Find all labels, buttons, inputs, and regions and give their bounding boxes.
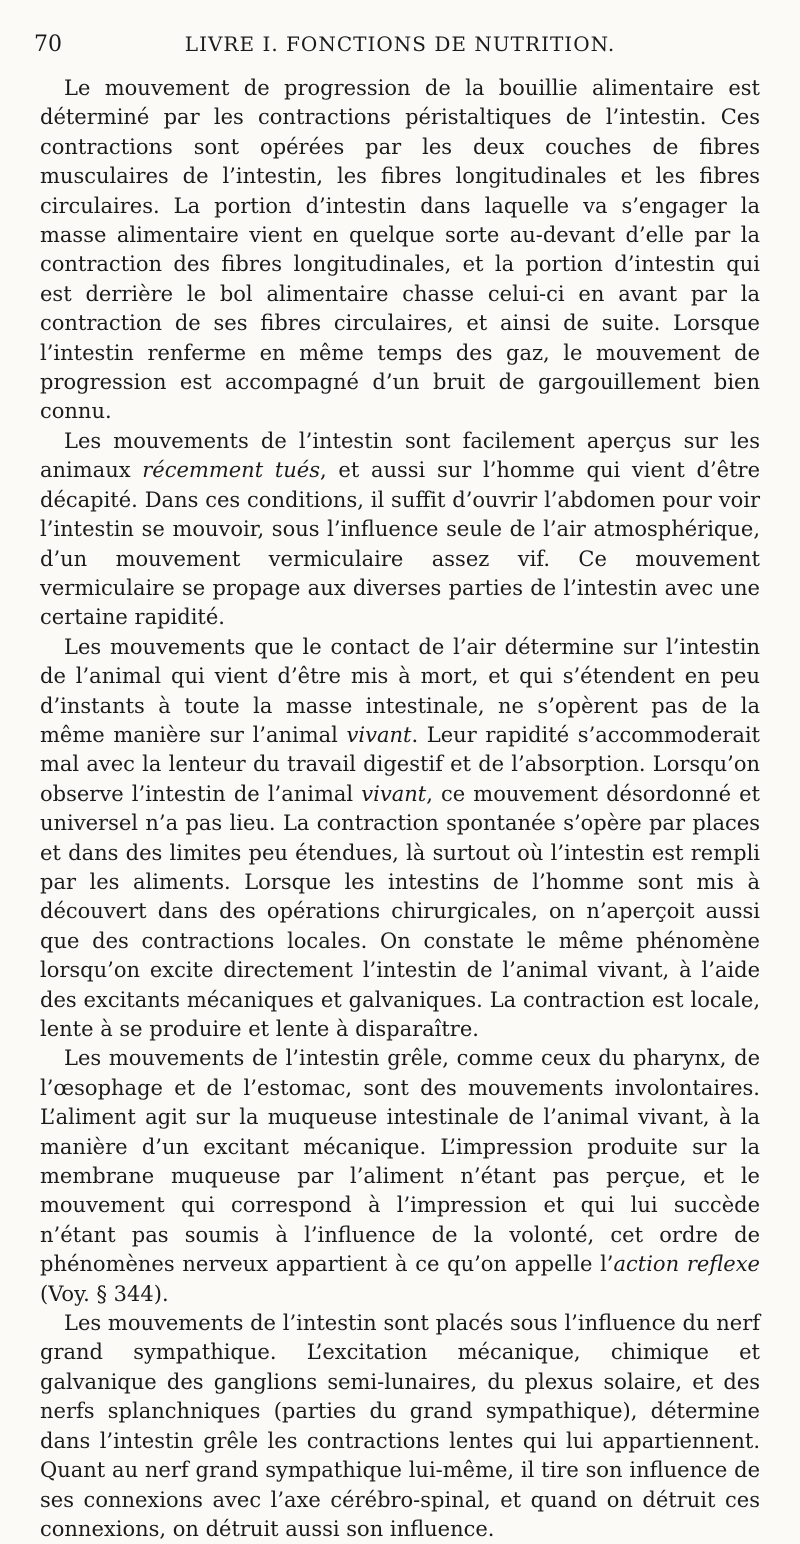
paragraph-4-text-b: (Voy. § 344). — [40, 1281, 169, 1306]
paragraph-3-italic-a: vivant — [346, 722, 412, 747]
paragraph-3-text-c: , ce mouvement désordonné et universel n’a pas lieu. La contraction spontanée s’opère par places et dans des limites peu étendues, là surtout où l’intestin est rempli par les aliments. Lorsque les intestins de l’homme sont mis à découvert dans des opérations chirurgicales, on n’aperçoit aussi que des contractions locales. On constate le même phénomène lorsqu’on excite directement l’intestin de l’animal vivant, à l’aide des excitants mécaniques et galvaniques. La contraction est locale, lente à se produire et lente à disparaître. — [40, 781, 760, 1041]
paragraph-3-text-b: . Leur rapidité s’accommoderait mal avec la lenteur du travail digestif et de l’absorption. Lorsqu’on observe l’intestin de l’animal — [40, 722, 760, 806]
page-number: 70 — [34, 32, 62, 57]
paragraph-4 — [40, 1044, 760, 1309]
paragraph-4-text-a: Les mouvements de l’intestin grêle, comme ceux du pharynx, de l’œsophage et de l’estomac, sont des mouvements involontaires. L’aliment agit sur la muqueuse intestinale de l’animal vivant, à la manière d’un excitant mécanique. L’impression produite sur la membrane muqueuse par l’aliment n’étant pas perçue, et le mouvement qui correspond à l’impression et qui lui succède n’étant pas soumis à l’influence de la volonté, cet ordre de phénomènes nerveux appartient à ce qu’on appelle l’ — [40, 1046, 760, 1277]
paragraph-2-text-a: Les mouvements de l’intestin sont facilement aperçus sur les animaux — [40, 428, 760, 483]
paragraph-2-text-b: , et aussi sur l’homme qui vient d’être décapité. Dans ces conditions, il suffit d’ouvrir l’abdomen pour voir l’intestin se mouvoir, sous l’influence seule de l’air atmosphérique, d’un mouvement vermiculaire assez vif. Ce mouvement vermiculaire se propage aux diverses parties de l’intestin avec une certaine rapidité. — [40, 458, 760, 630]
paragraph-1-text: Le mouvement de progression de la bouillie alimentaire est déterminé par les contractions péristaltiques de l’intestin. Ces contractions sont opérées par les deux couches de fibres musculaires de l’intestin, les fibres longitudinales et les fibres circulaires. La portion d’intestin dans laquelle va s’engager la masse alimentaire vient en quelque sorte au-devant d’elle par la contraction des fibres longitudinales, et la portion d’intestin qui est derrière le bol alimentaire chasse celui-ci en avant par la contraction de ses fibres circulaires, et ainsi de suite. Lorsque l’intestin renferme en même temps des gaz, le mouvement de progression est accompagné d’un bruit de gargouillement bien connu. — [40, 76, 760, 424]
paragraph-3-italic-b: vivant — [361, 781, 427, 806]
paragraph-3-text-a: Les mouvements que le contact de l’air détermine sur l’intestin de l’animal qui vient d’être mis à mort, et qui s’étendent en peu d’instants à toute la masse intestinale, ne s’opèrent pas de la même manière sur l’animal — [40, 634, 760, 747]
paragraph-5 — [40, 1309, 760, 1544]
paragraph-2 — [40, 427, 760, 633]
paragraph-2-italic: récemment tués — [142, 458, 321, 483]
paragraph-1 — [40, 74, 760, 427]
paragraph-5-text: Les mouvements de l’intestin sont placés sous l’influence du nerf grand sympathique. L’excitation mécanique, chimique et galvanique des ganglions semi-lunaires, du plexus solaire, et des nerfs splanchniques (parties du grand sympathique), détermine dans l’intestin grêle les contractions lentes qui lui appartiennent. Quant au nerf grand sympathique lui-même, il tire son influence de ses connexions avec l’axe cérébro-spinal, et quand on détruit ces connexions, on détruit aussi son influence. — [40, 1311, 760, 1541]
paragraph-4-italic: action reflexe — [613, 1252, 760, 1277]
page-header — [34, 26, 760, 64]
running-title: LIVRE I. FONCTIONS DE NUTRITION. — [184, 32, 616, 56]
body-text — [40, 74, 760, 1544]
paragraph-3 — [40, 633, 760, 1045]
